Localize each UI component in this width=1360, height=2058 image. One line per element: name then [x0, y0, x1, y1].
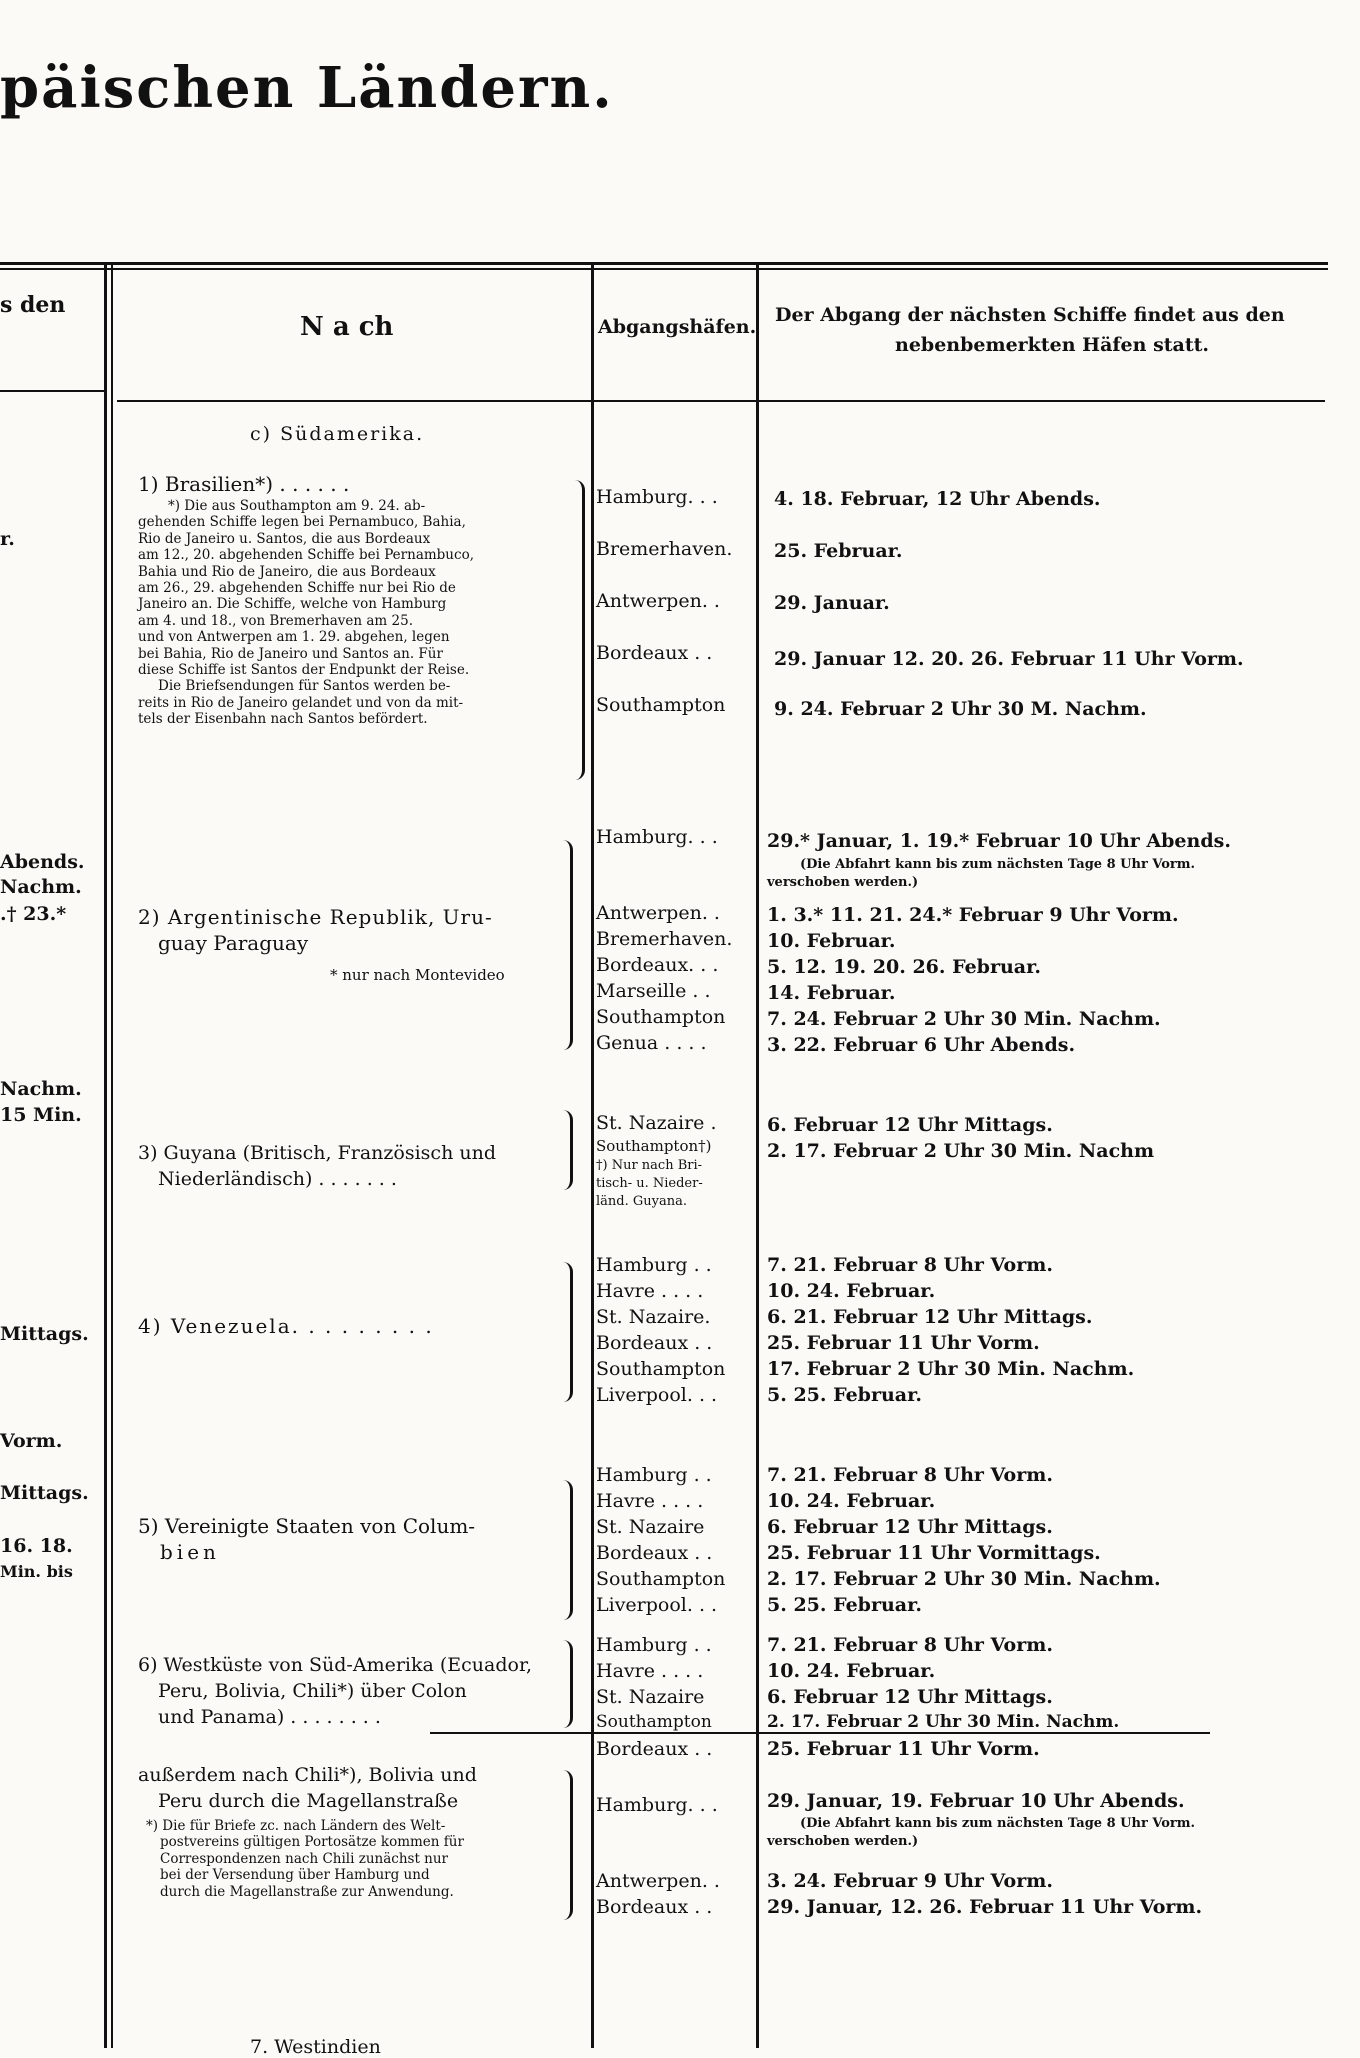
port: Hamburg . .	[596, 1634, 712, 1656]
departure: 7. 21. Februar 8 Uhr Vorm.	[767, 1634, 1053, 1656]
port: Genua . . . .	[596, 1032, 707, 1054]
section-heading: c) Südamerika.	[250, 423, 425, 445]
note-line: durch die Magellanstraße zur Anwendung.	[160, 1883, 454, 1900]
departure: 10. 24. Februar.	[767, 1490, 936, 1512]
destination-columbien: 5) Vereinigte Staaten von Colum-	[138, 1514, 476, 1538]
departure: 2. 17. Februar 2 Uhr 30 Min. Nachm	[767, 1140, 1155, 1162]
departure-note: verschoben werden.)	[767, 875, 919, 890]
departure: 5. 12. 19. 20. 26. Februar.	[767, 956, 1041, 978]
destination-venezuela: 4) Venezuela. . . . . . . . .	[138, 1314, 434, 1338]
destination-argentinien: 2) Argentinische Republik, Uru-	[138, 905, 493, 929]
port: Hamburg . .	[596, 1464, 712, 1486]
note-line: *) Die aus Southampton am 9. 24. ab-	[168, 498, 426, 514]
left-fragment: Vorm.	[0, 1430, 63, 1452]
departure: 7. 24. Februar 2 Uhr 30 Min. Nachm.	[767, 1008, 1161, 1030]
port: Havre . . . .	[596, 1280, 704, 1302]
header-nach: N a ch	[300, 312, 394, 342]
left-fragment: Min. bis	[0, 1562, 73, 1581]
header-bottom-rule	[0, 390, 107, 392]
column-divider-ports	[591, 262, 594, 2048]
port: St. Nazaire.	[596, 1306, 711, 1328]
note-line: bei Bahia, Rio de Janeiro und Santos an. Für	[138, 645, 443, 662]
departure: 6. Februar 12 Uhr Mittags.	[767, 1686, 1053, 1708]
departure: 17. Februar 2 Uhr 30 Min. Nachm.	[767, 1358, 1135, 1380]
note-line: gehenden Schiffe legen bei Pernambuco, Bahia,	[138, 514, 466, 531]
port: Bordeaux . .	[596, 1332, 713, 1354]
departure: 5. 25. Februar.	[767, 1594, 922, 1616]
port-note: †) Nur nach Bri-	[596, 1158, 703, 1173]
argentinien-note: * nur nach Montevideo	[330, 966, 505, 984]
brace	[560, 1480, 573, 1620]
brace	[560, 1110, 573, 1190]
departure: 25. Februar 11 Uhr Vorm.	[767, 1332, 1040, 1354]
port: Havre . . . .	[596, 1660, 704, 1682]
port: Bremerhaven.	[596, 538, 733, 560]
departure: 29. Januar, 12. 26. Februar 11 Uhr Vorm.	[767, 1896, 1203, 1918]
destination-westkueste-line3: und Panama) . . . . . . . .	[158, 1706, 381, 1728]
port: Bordeaux . .	[596, 1738, 713, 1760]
departure: 1. 3.* 11. 21. 24.* Februar 9 Uhr Vorm.	[767, 904, 1179, 926]
header-abgang-line2: nebenbemerkten Häfen statt.	[895, 334, 1210, 356]
departure: 29. Januar 12. 20. 26. Februar 11 Uhr Vorm.	[774, 648, 1244, 670]
port: Liverpool. . .	[596, 1384, 718, 1406]
note-line: Die Briefsendungen für Santos werden be-	[158, 678, 451, 695]
departure: 10. Februar.	[767, 930, 896, 952]
port: St. Nazaire	[596, 1686, 705, 1708]
footer-fragment: 7. Westindien	[250, 2036, 381, 2058]
left-fragment: Mittags.	[0, 1482, 89, 1504]
port: Marseille . .	[596, 980, 711, 1002]
note-line: reits in Rio de Janeiro gelandet und von da mit-	[138, 694, 464, 711]
departure: 6. 21. Februar 12 Uhr Mittags.	[767, 1306, 1093, 1328]
departure: 29.* Januar, 1. 19.* Februar 10 Uhr Abends.	[767, 830, 1231, 852]
note-line: am 12., 20. abgehenden Schiffe bei Pernambuco,	[138, 547, 474, 564]
departure: 7. 21. Februar 8 Uhr Vorm.	[767, 1464, 1053, 1486]
note-line: bei der Versendung über Hamburg und	[160, 1867, 430, 1884]
magellan-note	[146, 1818, 566, 1900]
note-line: und von Antwerpen am 1. 29. abgehen, legen	[138, 629, 450, 646]
destination-westkueste-line2: Peru, Bolivia, Chili*) über Colon	[158, 1680, 467, 1702]
note-line: Janeiro an. Die Schiffe, welche von Hamburg	[138, 596, 447, 613]
departure: 25. Februar 11 Uhr Vormittags.	[767, 1542, 1101, 1564]
port: Antwerpen. .	[596, 590, 720, 612]
note-line: *) Die für Briefe zc. nach Ländern des Welt-	[146, 1818, 446, 1834]
brace	[560, 1640, 573, 1728]
departure: 6. Februar 12 Uhr Mittags.	[767, 1114, 1053, 1136]
column-divider-left	[104, 262, 107, 2048]
crossed-line	[430, 1732, 1210, 1734]
table-top-rule-2	[0, 268, 1328, 270]
departure: 7. 21. Februar 8 Uhr Vorm.	[767, 1254, 1053, 1276]
port: Bordeaux . .	[596, 1896, 713, 1918]
left-fragment: Nachm.	[0, 1078, 82, 1100]
header-abgang-line1: Der Abgang der nächsten Schiffe findet aus den	[775, 304, 1285, 326]
brasilien-note	[138, 498, 568, 728]
brace	[560, 1770, 573, 1920]
departure: 5. 25. Februar.	[767, 1384, 922, 1406]
departure: 14. Februar.	[767, 982, 896, 1004]
departure: 4. 18. Februar, 12 Uhr Abends.	[774, 488, 1101, 510]
brace	[572, 480, 585, 780]
port: Bremerhaven.	[596, 928, 733, 950]
departure: 3. 22. Februar 6 Uhr Abends.	[767, 1034, 1076, 1056]
destination-magellan: außerdem nach Chili*), Bolivia und	[138, 1764, 477, 1786]
destination-guyana-line2: Niederländisch) . . . . . . .	[158, 1168, 397, 1190]
port: St. Nazaire	[596, 1516, 705, 1538]
left-fragment: 16. 18.	[0, 1535, 73, 1557]
left-fragment: Abends.	[0, 851, 85, 873]
departure: 29. Januar, 19. Februar 10 Uhr Abends.	[767, 1790, 1185, 1812]
note-line: am 4. und 18., von Bremerhaven am 25.	[138, 612, 413, 629]
departure: 9. 24. Februar 2 Uhr 30 M. Nachm.	[774, 698, 1147, 720]
note-line: Bahia und Rio de Janeiro, die aus Bordeaux	[138, 563, 436, 580]
departure: 2. 17. Februar 2 Uhr 30 Min. Nachm.	[767, 1712, 1120, 1732]
left-fragment: Mittags.	[0, 1323, 89, 1345]
port: Hamburg. . .	[596, 1794, 718, 1816]
note-line: Rio de Janeiro u. Santos, die aus Bordeaux	[138, 530, 431, 547]
note-line: diese Schiffe ist Santos der Endpunkt der Reise.	[138, 662, 470, 679]
departure: 25. Februar 11 Uhr Vorm.	[767, 1738, 1040, 1760]
destination-columbien-line2: bien	[160, 1540, 220, 1564]
departure: 10. 24. Februar.	[767, 1660, 936, 1682]
brace	[560, 840, 573, 1050]
departure: 6. Februar 12 Uhr Mittags.	[767, 1516, 1053, 1538]
port: Southampton	[596, 1712, 712, 1732]
left-fragment: Nachm.	[0, 876, 82, 898]
destination-brasilien: 1) Brasilien*) . . . . . .	[138, 472, 350, 496]
port: Southampton	[596, 1006, 726, 1028]
port-note: tisch- u. Nieder-	[596, 1176, 703, 1191]
destination-argentinien-line2: guay Paraguay	[158, 931, 309, 955]
column-divider-left-2	[111, 262, 113, 2048]
port: Bordeaux. . .	[596, 954, 719, 976]
header-bottom-rule-main	[117, 400, 1325, 402]
port: Havre . . . .	[596, 1490, 704, 1512]
table-top-rule	[0, 262, 1328, 265]
destination-westkueste: 6) Westküste von Süd-Amerika (Ecuador,	[138, 1654, 532, 1676]
departure: 10. 24. Februar.	[767, 1280, 936, 1302]
port: Hamburg. . .	[596, 486, 718, 508]
port: Southampton†)	[596, 1137, 712, 1155]
left-fragment: 15 Min.	[0, 1104, 82, 1126]
port: Antwerpen. .	[596, 902, 720, 924]
destination-magellan-line2: Peru durch die Magellanstraße	[158, 1790, 459, 1812]
port: Hamburg. . .	[596, 826, 718, 848]
port: Hamburg . .	[596, 1254, 712, 1276]
header-left-fragment: s den	[0, 292, 66, 318]
port-note: länd. Guyana.	[596, 1194, 687, 1209]
port: Antwerpen. .	[596, 1870, 720, 1892]
left-fragment: r.	[0, 528, 15, 550]
departure-note: verschoben werden.)	[767, 1834, 919, 1849]
port: Liverpool. . .	[596, 1594, 718, 1616]
note-line: tels der Eisenbahn nach Santos befördert.	[138, 711, 428, 728]
destination-guyana: 3) Guyana (Britisch, Französisch und	[138, 1142, 496, 1164]
port: Southampton	[596, 694, 726, 716]
column-divider-departures	[756, 262, 759, 2048]
port: Southampton	[596, 1568, 726, 1590]
departure-note: (Die Abfahrt kann bis zum nächsten Tage 8 Uhr Vorm.	[800, 1816, 1196, 1831]
header-abgangshaefen: Abgangshäfen.	[598, 316, 757, 338]
note-line: am 26., 29. abgehenden Schiffe nur bei Rio de	[138, 580, 456, 597]
port: Bordeaux . .	[596, 1542, 713, 1564]
page-title: päischen Ländern.	[0, 55, 614, 121]
departure: 25. Februar.	[774, 540, 903, 562]
brace	[560, 1262, 573, 1402]
departure: 29. Januar.	[774, 592, 890, 614]
port: St. Nazaire .	[596, 1112, 717, 1134]
note-line: postvereins gültigen Portosätze kommen für	[160, 1834, 464, 1851]
note-line: Correspondenzen nach Chili zunächst nur	[160, 1850, 449, 1867]
left-fragment: .† 23.*	[0, 903, 67, 925]
port: Bordeaux . .	[596, 642, 713, 664]
departure: 3. 24. Februar 9 Uhr Vorm.	[767, 1870, 1053, 1892]
departure: 2. 17. Februar 2 Uhr 30 Min. Nachm.	[767, 1568, 1161, 1590]
port: Southampton	[596, 1358, 726, 1380]
departure-note: (Die Abfahrt kann bis zum nächsten Tage 8 Uhr Vorm.	[800, 857, 1196, 872]
